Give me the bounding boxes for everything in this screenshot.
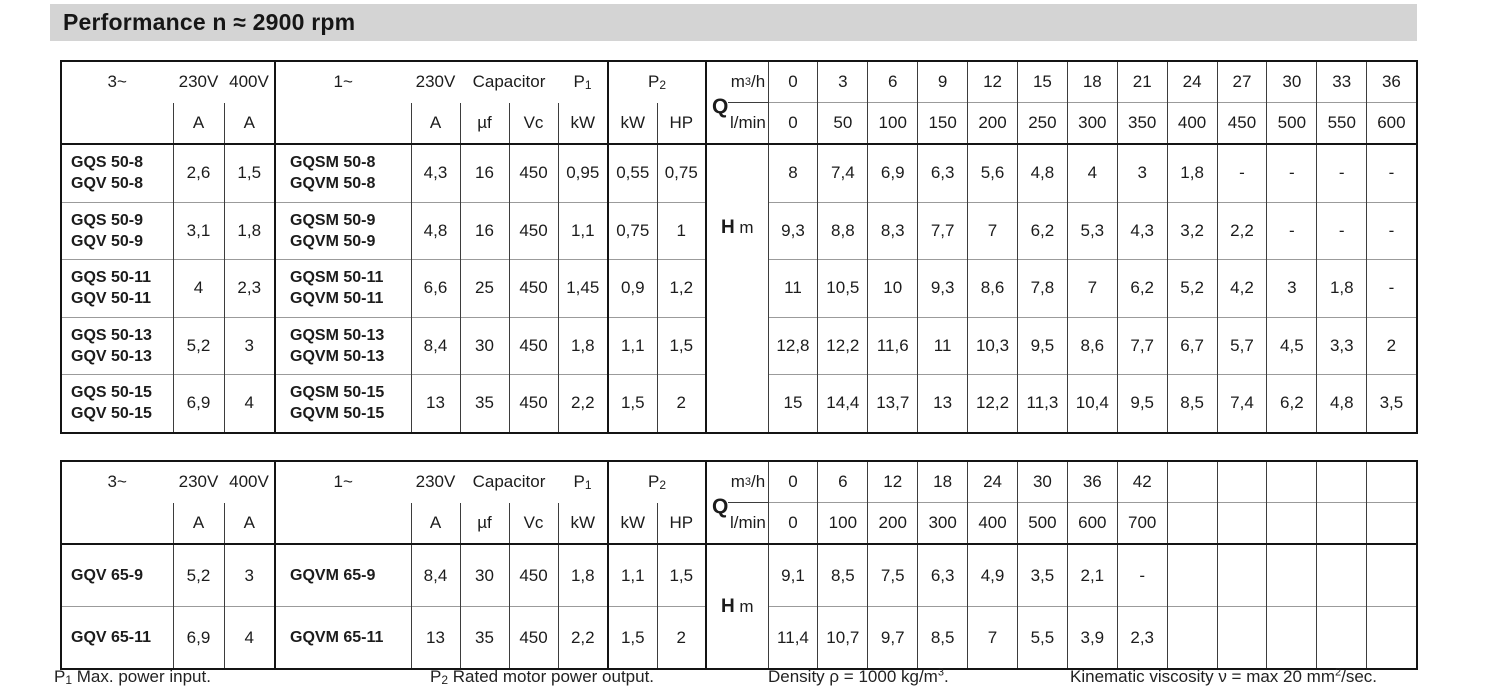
flow-lmin-value [1167, 503, 1217, 545]
amp-400v-cell: 1,8 [224, 202, 275, 260]
flow-lmin-value: 0 [768, 103, 818, 145]
head-value-cell: 5,7 [1217, 317, 1267, 375]
head-value-cell: - [1367, 202, 1417, 260]
col-vc: Vc [509, 503, 558, 545]
amp-230v-cell: 6,9 [173, 607, 224, 670]
model-3phase-cell: GQV 65-11 [61, 607, 173, 670]
head-value-cell [1267, 607, 1317, 670]
col-230v: 230V [178, 72, 219, 92]
footnote-text: . [943, 667, 949, 686]
head-value-cell [1317, 544, 1367, 607]
col-230v-single: 230V [415, 72, 456, 92]
section-title: Performance n ≈ 2900 rpm [63, 9, 356, 35]
head-value-cell: 11,6 [868, 317, 918, 375]
p1-kw-cell: 1,45 [558, 260, 608, 318]
capacitor-vc-cell: 450 [509, 202, 558, 260]
flow-m3h-value: 18 [1067, 61, 1117, 103]
flow-lmin-value: 550 [1317, 103, 1367, 145]
flow-lmin-value: 100 [868, 103, 918, 145]
flow-m3h-value: 18 [918, 461, 968, 503]
flow-m3h-value [1367, 461, 1417, 503]
p2-kw-cell: 1,1 [608, 544, 657, 607]
p2-hp-cell: 2 [657, 375, 706, 433]
flow-m3h-value: 24 [1167, 61, 1217, 103]
p1-kw-cell: 2,2 [558, 375, 608, 433]
col-capacitor: Capacitor [472, 472, 546, 492]
flow-lmin-value [1367, 503, 1417, 545]
capacitor-uf-cell: 30 [460, 317, 509, 375]
head-value-cell: 11,4 [768, 607, 818, 670]
head-value-cell [1267, 544, 1317, 607]
head-value-cell: 7,8 [1017, 260, 1067, 318]
col-p2-hp: HP [657, 103, 706, 145]
head-value-cell [1367, 544, 1417, 607]
model-1phase-cell: GQSM 50-8 GQVM 50-8 [275, 144, 411, 202]
capacitor-vc-cell: 450 [509, 544, 558, 607]
head-value-cell: 14,4 [818, 375, 868, 433]
head-value-cell: 3,5 [1367, 375, 1417, 433]
head-value-cell: 5,6 [968, 144, 1018, 202]
head-value-cell: 5,3 [1067, 202, 1117, 260]
head-value-cell: 7 [968, 202, 1018, 260]
head-value-cell: 7,4 [818, 144, 868, 202]
amp-400v-cell: 2,3 [224, 260, 275, 318]
pump-row [61, 544, 1417, 607]
model-1phase-cell: GQVM 65-11 [275, 607, 411, 670]
head-value-cell [1167, 607, 1217, 670]
head-value-cell: 2,2 [1217, 202, 1267, 260]
head-value-cell: 10,5 [818, 260, 868, 318]
amp-1phase-cell: 4,3 [411, 144, 460, 202]
col-q-flow [706, 61, 768, 144]
header-row-top [61, 61, 1417, 103]
capacitor-vc-cell: 450 [509, 260, 558, 318]
head-unit: m [739, 218, 754, 237]
flow-lmin-value [1217, 503, 1267, 545]
flow-unit-m3h: m 3 /h [728, 62, 767, 103]
footnote-text: Kinematic viscosity ν = max 20 mm [1070, 667, 1335, 686]
flow-lmin-value: 100 [818, 503, 868, 545]
flow-lmin-value: 150 [918, 103, 968, 145]
head-value-cell: 6,9 [868, 144, 918, 202]
col-amp-1phase: A [411, 503, 460, 545]
amp-1phase-cell: 13 [411, 607, 460, 670]
head-value-cell: 6,3 [918, 144, 968, 202]
col-capacitor: Capacitor [472, 72, 546, 92]
head-value-cell: 3,5 [1017, 544, 1067, 607]
flow-m3h-value: 0 [768, 61, 818, 103]
footnote-sub: 1 [65, 673, 73, 687]
col-uf: µf [460, 503, 509, 545]
col-400v: 400V [229, 72, 269, 92]
amp-230v-cell: 6,9 [173, 375, 224, 433]
capacitor-vc-cell: 450 [509, 144, 558, 202]
amp-1phase-cell: 4,8 [411, 202, 460, 260]
flow-m3h-value: 12 [968, 61, 1018, 103]
capacitor-uf-cell: 16 [460, 202, 509, 260]
col-q-flow [706, 461, 768, 544]
head-value-cell: 12,2 [818, 317, 868, 375]
head-value-cell: 11 [768, 260, 818, 318]
model-1phase-cell: GQVM 65-9 [275, 544, 411, 607]
col-amp-230v: A [173, 103, 224, 145]
head-value-cell: 4,2 [1217, 260, 1267, 318]
head-value-cell: 6,3 [918, 544, 968, 607]
footnote-p1 [54, 667, 211, 687]
head-unit: m [739, 596, 754, 616]
performance-table-gq65 [60, 460, 1418, 670]
capacitor-uf-cell: 30 [460, 544, 509, 607]
model-1phase-cell: GQSM 50-15 GQVM 50-15 [275, 375, 411, 433]
head-value-cell: 8,6 [1067, 317, 1117, 375]
head-value-cell: 9,5 [1017, 317, 1067, 375]
flow-m3h-value: 9 [918, 61, 968, 103]
model-1phase-cell: GQSM 50-11 GQVM 50-11 [275, 260, 411, 318]
head-value-cell: 7,5 [868, 544, 918, 607]
footnote-sub: 2 [441, 673, 449, 687]
p1-kw-cell: 0,95 [558, 144, 608, 202]
q-symbol: Q [712, 494, 729, 518]
flow-lmin-value [1317, 503, 1367, 545]
head-value-cell: 12,2 [968, 375, 1018, 433]
amp-400v-cell: 3 [224, 544, 275, 607]
col-p2-hp: HP [657, 503, 706, 545]
footnote-text: P [430, 667, 442, 686]
head-value-cell: - [1317, 144, 1367, 202]
head-value-cell: 1,8 [1167, 144, 1217, 202]
head-value-cell [1367, 607, 1417, 670]
head-value-cell: 3,9 [1067, 607, 1117, 670]
col-400v: 400V [229, 472, 269, 492]
model-3phase-cell: GQS 50-15 GQV 50-15 [61, 375, 173, 433]
model-1phase-cell: GQSM 50-9 GQVM 50-9 [275, 202, 411, 260]
p1-kw-cell: 1,1 [558, 202, 608, 260]
capacitor-vc-cell: 450 [509, 317, 558, 375]
head-value-cell: 7,7 [1117, 317, 1167, 375]
amp-230v-cell: 5,2 [173, 317, 224, 375]
head-value-cell: 7,7 [918, 202, 968, 260]
p1-kw-cell: 1,8 [558, 317, 608, 375]
col-amp-400v: A [224, 503, 275, 545]
head-value-cell: - [1317, 202, 1367, 260]
p2-hp-cell: 1,5 [657, 317, 706, 375]
col-230v: 230V [178, 472, 219, 492]
flow-m3h-value: 0 [768, 461, 818, 503]
head-value-cell: 9,3 [918, 260, 968, 318]
head-value-cell: 10,4 [1067, 375, 1117, 433]
head-value-cell: 10,3 [968, 317, 1018, 375]
footnote-text: Max. power input. [72, 667, 211, 686]
flow-lmin-value: 700 [1117, 503, 1167, 545]
amp-230v-cell: 4 [173, 260, 224, 318]
amp-400v-cell: 1,5 [224, 144, 275, 202]
col-1phase: 1~ [275, 461, 411, 544]
head-value-cell: - [1267, 202, 1317, 260]
head-value-cell: 6,2 [1017, 202, 1067, 260]
flow-m3h-value: 15 [1017, 61, 1067, 103]
p2-hp-cell: 1,2 [657, 260, 706, 318]
p2-kw-cell: 1,1 [608, 317, 657, 375]
amp-230v-cell: 5,2 [173, 544, 224, 607]
p2-kw-cell: 0,9 [608, 260, 657, 318]
col-amp-400v: A [224, 103, 275, 145]
flow-lmin-value: 400 [968, 503, 1018, 545]
col-p2: $P_2$ [608, 61, 706, 103]
footnote-sup: 2 [1335, 666, 1342, 679]
flow-m3h-value: 30 [1017, 461, 1067, 503]
col-p1: $P_1$ [573, 72, 592, 93]
head-unit-cell [706, 144, 768, 433]
p2-hp-cell: 0,75 [657, 144, 706, 202]
footnote-text: P [54, 667, 66, 686]
footnote-viscosity [1070, 667, 1377, 687]
capacitor-uf-cell: 35 [460, 607, 509, 670]
head-symbol: H [720, 217, 735, 238]
head-value-cell: 7,4 [1217, 375, 1267, 433]
p2-hp-cell: 1 [657, 202, 706, 260]
model-3phase-cell: GQS 50-8 GQV 50-8 [61, 144, 173, 202]
col-vc: Vc [509, 103, 558, 145]
head-value-cell: 4,5 [1267, 317, 1317, 375]
flow-m3h-value: 6 [818, 461, 868, 503]
capacitor-uf-cell: 25 [460, 260, 509, 318]
col-3phase: 3~ [107, 472, 127, 491]
head-value-cell: 2,3 [1117, 607, 1167, 670]
head-value-cell [1167, 544, 1217, 607]
col-1phase: 1~ [275, 61, 411, 144]
col-p1-kw: kW [558, 103, 608, 145]
flow-m3h-value: 33 [1317, 61, 1367, 103]
head-value-cell [1317, 607, 1367, 670]
p2-hp-cell: 1,5 [657, 544, 706, 607]
head-value-cell: 9,3 [768, 202, 818, 260]
head-value-cell: - [1267, 144, 1317, 202]
head-value-cell [1217, 544, 1267, 607]
head-value-cell: 5,5 [1017, 607, 1067, 670]
p1-kw-cell: 2,2 [558, 607, 608, 670]
col-amp-1phase: A [411, 103, 460, 145]
head-value-cell: 4,8 [1317, 375, 1367, 433]
flow-lmin-value: 200 [968, 103, 1018, 145]
flow-lmin-value: 400 [1167, 103, 1217, 145]
flow-lmin-value: 350 [1117, 103, 1167, 145]
flow-m3h-value: 21 [1117, 61, 1167, 103]
head-value-cell: 8,5 [1167, 375, 1217, 433]
head-value-cell: 8,5 [818, 544, 868, 607]
flow-unit-lmin: l/min [729, 113, 766, 132]
amp-1phase-cell: 8,4 [411, 544, 460, 607]
flow-m3h-value [1217, 461, 1267, 503]
model-3phase-cell: GQS 50-11 GQV 50-11 [61, 260, 173, 318]
head-value-cell: 7 [968, 607, 1018, 670]
head-value-cell: 4,3 [1117, 202, 1167, 260]
head-value-cell: 9,7 [868, 607, 918, 670]
head-value-cell: 11 [918, 317, 968, 375]
head-value-cell: 2 [1367, 317, 1417, 375]
head-value-cell: 15 [768, 375, 818, 433]
capacitor-vc-cell: 450 [509, 607, 558, 670]
flow-lmin-value: 300 [918, 503, 968, 545]
head-value-cell: 2,1 [1067, 544, 1117, 607]
p2-hp-cell: 2 [657, 607, 706, 670]
p2-kw-cell: 0,75 [608, 202, 657, 260]
flow-lmin-value: 600 [1067, 503, 1117, 545]
col-uf: µf [460, 103, 509, 145]
p2-kw-cell: 1,5 [608, 607, 657, 670]
head-value-cell: 6,2 [1267, 375, 1317, 433]
head-value-cell: 8,8 [818, 202, 868, 260]
flow-m3h-value: 6 [868, 61, 918, 103]
flow-m3h-value [1317, 461, 1367, 503]
amp-400v-cell: 4 [224, 375, 275, 433]
p1-kw-cell: 1,8 [558, 544, 608, 607]
head-value-cell: 8,5 [918, 607, 968, 670]
head-value-cell: 3,3 [1317, 317, 1367, 375]
head-value-cell: 3,2 [1167, 202, 1217, 260]
flow-lmin-value: 0 [768, 503, 818, 545]
head-value-cell: 6,7 [1167, 317, 1217, 375]
head-value-cell: 10 [868, 260, 918, 318]
amp-230v-cell: 2,6 [173, 144, 224, 202]
flow-lmin-value: 450 [1217, 103, 1267, 145]
performance-table-gq50 [60, 60, 1418, 434]
head-value-cell: 4,9 [968, 544, 1018, 607]
head-value-cell: - [1367, 260, 1417, 318]
col-3phase: 3~ [107, 72, 127, 91]
amp-400v-cell: 4 [224, 607, 275, 670]
footnote-density [768, 667, 949, 687]
head-value-cell: 9,1 [768, 544, 818, 607]
amp-1phase-cell: 6,6 [411, 260, 460, 318]
flow-m3h-value: 3 [818, 61, 868, 103]
model-3phase-cell: GQV 65-9 [61, 544, 173, 607]
head-value-cell: - [1367, 144, 1417, 202]
flow-lmin-value: 500 [1267, 103, 1317, 145]
capacitor-uf-cell: 35 [460, 375, 509, 433]
head-value-cell [1217, 607, 1267, 670]
col-p1-kw: kW [558, 503, 608, 545]
model-3phase-cell: GQS 50-13 GQV 50-13 [61, 317, 173, 375]
head-value-cell: 3 [1117, 144, 1167, 202]
flow-m3h-value: 12 [868, 461, 918, 503]
p2-kw-cell: 1,5 [608, 375, 657, 433]
head-value-cell: 5,2 [1167, 260, 1217, 318]
flow-m3h-value: 24 [968, 461, 1018, 503]
head-value-cell: - [1217, 144, 1267, 202]
flow-lmin-value: 500 [1017, 503, 1067, 545]
flow-m3h-value: 27 [1217, 61, 1267, 103]
model-1phase-cell: GQSM 50-13 GQVM 50-13 [275, 317, 411, 375]
flow-unit-m3h: m 3 /h [728, 462, 767, 503]
footnote-p2 [430, 667, 654, 687]
col-p1: $P_1$ [573, 472, 592, 493]
head-value-cell: 4 [1067, 144, 1117, 202]
q-symbol: Q [712, 94, 729, 118]
flow-m3h-value [1167, 461, 1217, 503]
footnote-sup: 3 [937, 666, 944, 679]
head-value-cell: 11,3 [1017, 375, 1067, 433]
amp-400v-cell: 3 [224, 317, 275, 375]
head-value-cell: 4,8 [1017, 144, 1067, 202]
head-symbol: H [720, 595, 735, 617]
head-value-cell: 13,7 [868, 375, 918, 433]
flow-lmin-value: 200 [868, 503, 918, 545]
section-title-bar [50, 4, 1417, 41]
flow-lmin-value: 50 [818, 103, 868, 145]
capacitor-vc-cell: 450 [509, 375, 558, 433]
col-amp-230v: A [173, 503, 224, 545]
head-value-cell: 8,3 [868, 202, 918, 260]
head-unit-cell [706, 544, 768, 669]
amp-1phase-cell: 13 [411, 375, 460, 433]
flow-lmin-value: 300 [1067, 103, 1117, 145]
col-p2-kw: kW [608, 103, 657, 145]
head-value-cell: 7 [1067, 260, 1117, 318]
col-p2-kw: kW [608, 503, 657, 545]
col-p2: $P_2$ [608, 461, 706, 503]
model-3phase-cell: GQS 50-9 GQV 50-9 [61, 202, 173, 260]
flow-m3h-value [1267, 461, 1317, 503]
head-value-cell: 8 [768, 144, 818, 202]
col-230v-single: 230V [415, 472, 456, 492]
amp-1phase-cell: 8,4 [411, 317, 460, 375]
flow-lmin-value: 250 [1017, 103, 1067, 145]
footnote-text: Rated motor power output. [448, 667, 655, 686]
head-value-cell: 8,6 [968, 260, 1018, 318]
head-value-cell: 9,5 [1117, 375, 1167, 433]
amp-230v-cell: 3,1 [173, 202, 224, 260]
flow-lmin-value: 600 [1367, 103, 1417, 145]
head-value-cell: 6,2 [1117, 260, 1167, 318]
head-value-cell: 10,7 [818, 607, 868, 670]
p2-kw-cell: 0,55 [608, 144, 657, 202]
head-value-cell: 3 [1267, 260, 1317, 318]
flow-m3h-value: 42 [1117, 461, 1167, 503]
footnote-text: /sec. [1341, 667, 1378, 686]
flow-lmin-value [1267, 503, 1317, 545]
flow-m3h-value: 36 [1067, 461, 1117, 503]
pump-row [61, 144, 1417, 202]
flow-unit-lmin: l/min [729, 513, 766, 532]
flow-m3h-value: 30 [1267, 61, 1317, 103]
footnote-text: Density ρ = 1000 kg/m [768, 667, 938, 686]
head-value-cell: 13 [918, 375, 968, 433]
capacitor-uf-cell: 16 [460, 144, 509, 202]
head-value-cell: 1,8 [1317, 260, 1367, 318]
head-value-cell: 12,8 [768, 317, 818, 375]
head-value-cell: - [1117, 544, 1167, 607]
header-row-top [61, 461, 1417, 503]
flow-m3h-value: 36 [1367, 61, 1417, 103]
